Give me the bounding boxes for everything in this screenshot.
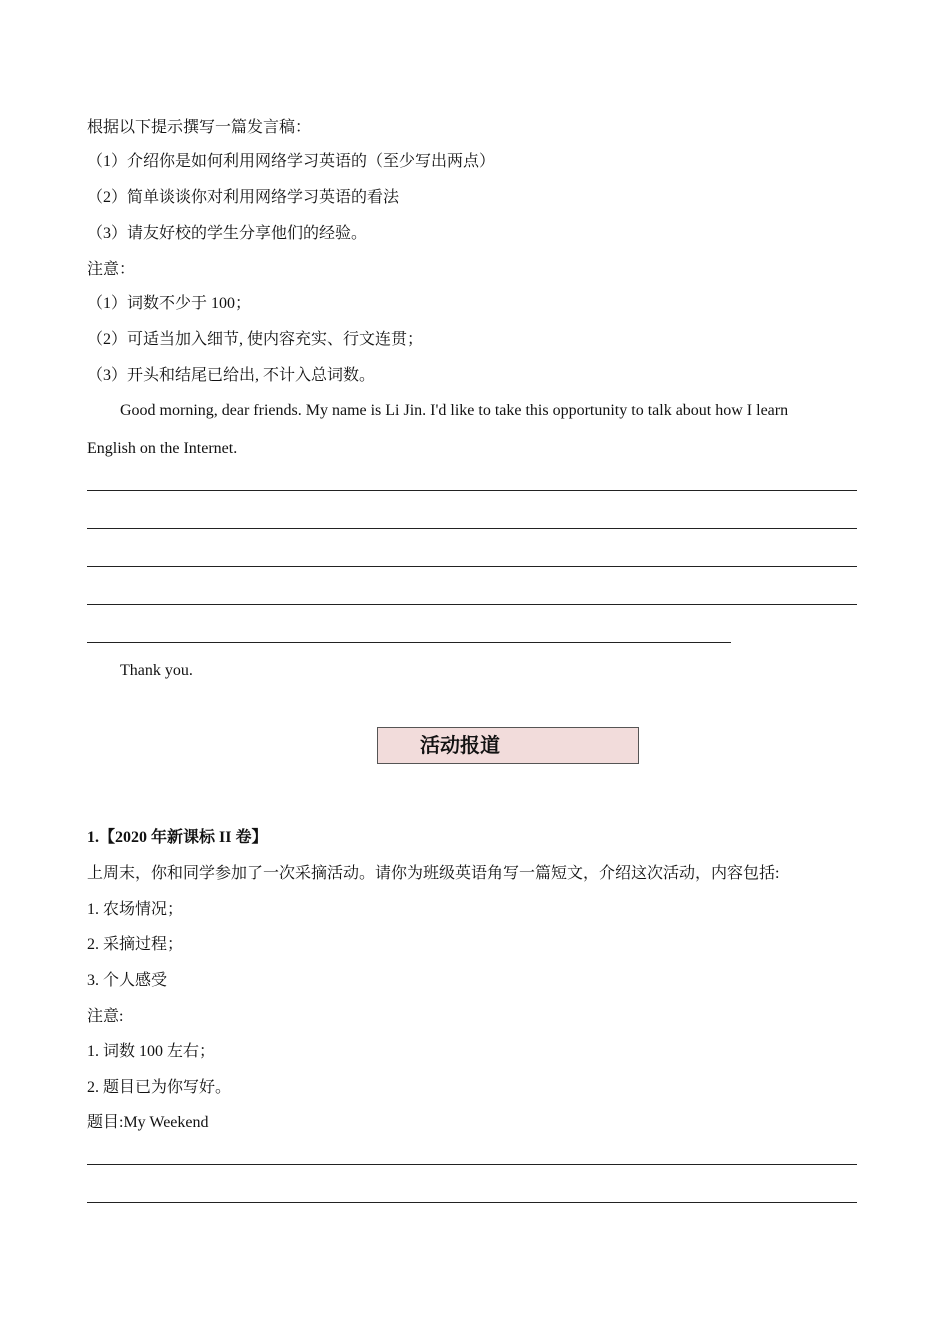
opening-line-1: Good morning, dear friends. My name is Li Jin. I'd like to take this opportunity to talk about how I learn: [120, 402, 789, 419]
opening-line-2: English on the Internet.: [87, 440, 238, 457]
question-note-2: 2. 题目已为你写好。: [87, 1079, 232, 1096]
question-notes-label: 注意:: [87, 1008, 124, 1025]
answer-line-3[interactable]: [87, 566, 857, 567]
note-2: （2）可适当加入细节, 使内容充实、行文连贯；: [87, 331, 424, 348]
question-point-3: 3. 个人感受: [87, 972, 168, 989]
answer-line-2[interactable]: [87, 528, 857, 529]
prompt-point-3: （3）请友好校的学生分享他们的经验。: [87, 225, 368, 242]
question-answer-line-1[interactable]: [87, 1164, 857, 1165]
prompt-point-1: （1）介绍你是如何利用网络学习英语的（至少写出两点）: [87, 153, 496, 170]
closing-line: Thank you.: [120, 662, 193, 679]
notes-label: 注意：: [87, 261, 136, 278]
question-point-1: 1. 农场情况；: [87, 901, 184, 918]
answer-line-5[interactable]: [87, 642, 731, 643]
section-heading-box: [377, 727, 639, 764]
question-prompt: 上周末，你和同学参加了一次采摘活动。请你为班级英语角写一篇短文，介绍这次活动，内容包括:: [87, 865, 780, 882]
writing-prompt: 根据以下提示撰写一篇发言稿：: [87, 119, 312, 136]
prompt-point-2: （2）简单谈谈你对利用网络学习英语的看法: [87, 189, 400, 206]
note-1: （1）词数不少于 100；: [87, 295, 252, 312]
question-title: 1.【2020 年新课标 II 卷】: [87, 829, 268, 846]
note-3: （3）开头和结尾已给出, 不计入总词数。: [87, 367, 376, 384]
question-note-1: 1. 词数 100 左右；: [87, 1043, 216, 1060]
question-answer-line-2[interactable]: [87, 1202, 857, 1203]
answer-line-4[interactable]: [87, 604, 857, 605]
question-point-2: 2. 采摘过程；: [87, 936, 184, 953]
answer-line-1[interactable]: [87, 490, 857, 491]
section-heading: 活动报道: [420, 733, 500, 757]
question-topic: 题目:My Weekend: [87, 1114, 209, 1131]
